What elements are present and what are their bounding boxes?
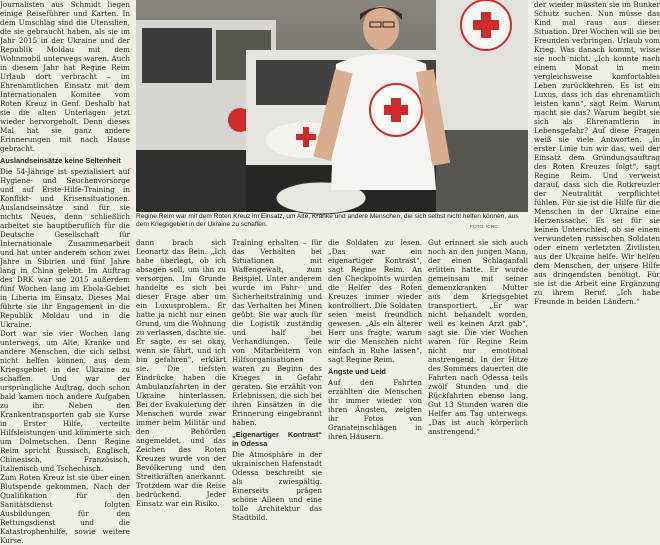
article-column-right	[534, 0, 660, 440]
subheading-odessa: „Eigenartiger Kontrast“ in Odessa	[232, 430, 322, 448]
body-text-2: Dort war sie vier Wochen lang unterwegs, um Alte, Kranke und andere Menschen, die sich selbst nicht helfen können, aus dem Kriegsgebiet in der Ukraine zu schaffen. Und war der ursprüngliche Auftrag, doch schon bald kamen noch andere Aufgaben zu ihr. Neben den Krankentransporten gab sie Kurse in Erster Hilfe, verteilte Hilfsleistungen und kümmerte sich um Dolmetschen. Denn Regine Reim spricht Russisch, Englisch, Chinesisch, Französisch, Italienisch und Tschechisch.	[0, 329, 130, 473]
body-col2b-text: Die Atmosphäre in der ukrainischen Hafenstadt Odessa beschreibt sie als zwiespältig. Einerseits prägen schöne Alleen und eine tolle Architektur das Stadtbild.	[232, 450, 322, 522]
photo-red-cross-worker	[136, 0, 528, 212]
body-col2-text: Training erhalten – für das Verhalten bei Situationen mit Waffengewalt, zum Beispiel. Unter anderem wurde im Fahr- und Sicherheitstraining und das Verhalten bei Minen geübt. Sie war auch für die Logistik zuständig und half bei Verhandlungen. Teile von Mitarbeitern von Hilfsorganisationen waren zu Beginn des Krieges in Gefahr geraten. Sie erzählt von Erlebnissen, die sich bei ihren Einsätzen in die Erinnerung eingebrannt haben.	[232, 238, 322, 427]
photo-caption: Regine Reim war mit dem Roten Kreuz im Einsatz, um Alte, Kranke und andere Menschen, die sich selbst nicht helfen können, aus dem Kriegsgebiet in der Ukraine zu schaffen.	[136, 213, 519, 228]
body-col3b-text: Auf den Fahrten erzählten die Menschen ihr immer wieder von ihren Ängsten, zeigten ihr Fotos von Granateinschlägen in ihren Häusern.	[328, 378, 422, 441]
article-column-2	[136, 238, 226, 508]
body-col4-text: Gut erinnert sie sich auch noch an den jungen Mann, der einen Schlaganfall erlitten hatte. Er wurde gemeinsam mit seiner demenzkranken Mutter aus dem Kriegsgebiet transportiert. „Er war nicht behandelt worden, weil es keinen Arzt gab“, sagt sie. Die vier Wochen waren für Regine Reim nicht nur emotional anstrengend. In der Hitze des Sommers dauerten die Fahrten nach Odessa teils zwölf Stunden und die Rückfahrten ebenso lang. Gut 13 Stunden waren die Helfer am Tag unterwegs. „Das ist auch körperlich anstrengend.“	[428, 238, 528, 436]
article-column-3	[232, 238, 322, 522]
intro-text: Journalisten aus Schmidt liegen einige Reiseführer und Karten. In dem Umschlag sind die Utensilien, die sie gebraucht haben, als sie im Jahr 2015 in der Ukraine und der Republik Moldau mit dem Wohnmobil unterwegs waren. Auch in diesem Jahr hat Regine Reim Urlaub dort verbracht – im Ehrenamtlichen Einsatz mit dem Internationalen Komitee vom Roten Kreuz in Genf. Deshalb hat sie die alten Unterlagen jetzt wieder hervorgeholt. Denn dieses Mal hat sie ganz andere Erinnerungen mit nach Hause gebracht.	[0, 0, 130, 153]
article-column-4	[328, 238, 422, 440]
body-text-3: Zum Roten Kreuz ist sie über einen Blutspende gekommen. Nach der Qualifikation für den Sanitätsdienst folgten Ausbildungen für den Rettungsdienst und die Katastrophenhilfe, sowie weitere Kurse.	[0, 473, 130, 545]
photo-credit: FOTO: ICRC	[470, 225, 498, 230]
article-column-5	[428, 238, 528, 440]
subheading-foreign-missions: Auslandseinsätze keine Seltenheit	[0, 156, 121, 165]
article-column-left	[0, 0, 130, 545]
body-col1-text: dann brach sich Leonartz das Bein. „Ich habe überlegt, ob ich absagen soll, um ihn zu versorgen. Im Grunde handelte es sich bei dieser Frage aber um ein Luxusproblem. Er hatte ja nicht nur einen Grund, um die Wohnung zu verlassen, dachte sie. Er sagte, es sei okay, wenn sie fährt, und ich bin gefahren“, erklärt sie. Die tiefsten Eindrücke haben die Ambulanzfahrten in der Ukraine hinterlassen. Bei der Evakuierung der Menschen wurde zwar immer beim Militär und den Behörden angemeldet, und das Zeichen des Roten Kreuzes wurde von der Bevölkerung und den Streitkräften anerkannt. Trotzdem war die Reise bedrückend. Jeder Einsatz war ein Risiko.	[136, 238, 226, 508]
right-column-text: der wieder müssten sie im Bunker Schutz suchen. Nun müsse das Kind mal raus aus dieser Situation. Drei Wochen will sie bei Freunden verbringen. Urlaub vom Krieg. Was danach kommt, wisse sie noch nicht. „Ich konnte nach einem Monat in mein vergleichsweise komfortables Leben zurückkehren. Es ist ein Luxus, dass ich das ehrenamtlich leisten kann“, sagt Reim. Warum macht sie das? Warum begibt sie sich als Ehrenamtlerin in Lebensgefahr? Auf diese Fragen weiß sie viele Antworten. „In erster Linie tun wir das, weil der Einsatz dem Gründungsauftrag des Roten Kreuzes folgt“, sagt Regine Reim. Und verweist darauf, dass sich die Rotkreuzler der Neutralität verpflichtet fühlen. Für sie ist die Hilfe für die Menschen in der Ukraine eine Herzenssache. Es sei für sie keinen Unterschied, ob sie einem verwundeten russischen Soldaten oder einem verletzten Zivilisten aus der Ukraine helfe. Wir helfen dem Menschen, der unsere Hilfe aus dringendsten benötigt. Für sie ist die Arbeit eine Ergänzung zu ihrem Beruf. „Ich habe Freunde in beiden Ländern.“	[534, 0, 660, 306]
subheading-fears: Ängste und Leid	[328, 367, 386, 376]
body-col3-text: die Soldaten zu lesen. „Das war ein eigenartiger Kontrast“, sagt Regine Reim. An den Checkpoints wurden die Helfer des Roten Kreuzes immer wieder kontrolliert. Die Soldaten seien meist freundlich gewesen. „Als ein älterer Herr uns fragte, warum wir die Menschen nicht einfach in Ruhe lassen“, sagt Regine Reim.	[328, 238, 422, 364]
body-text-1: Die 54-Jährige ist spezialisiert auf Hygiene- und Seuchenvorsorge und auf Erste-Hilfe-Training in Konflikt- und Krisensituationen. Auslandseinsätze sind für sie nichts Neues, denn schließlich arbeitet sie hauptberuflich für die Deutsche Gesellschaft für Internationale Zusammenarbeit und hat unter anderem schon zwei Jahre in Sibirien und fünf Jahre lang in China gelebt. Im Auftrag des DRK war sie 2015 außerdem fünf Wochen lang im Ebola-Gebiet in Liberia im Einsatz. Dieses Mal führte sie ihr Engagement in die Republik Moldau und in die Ukraine.	[0, 167, 130, 329]
